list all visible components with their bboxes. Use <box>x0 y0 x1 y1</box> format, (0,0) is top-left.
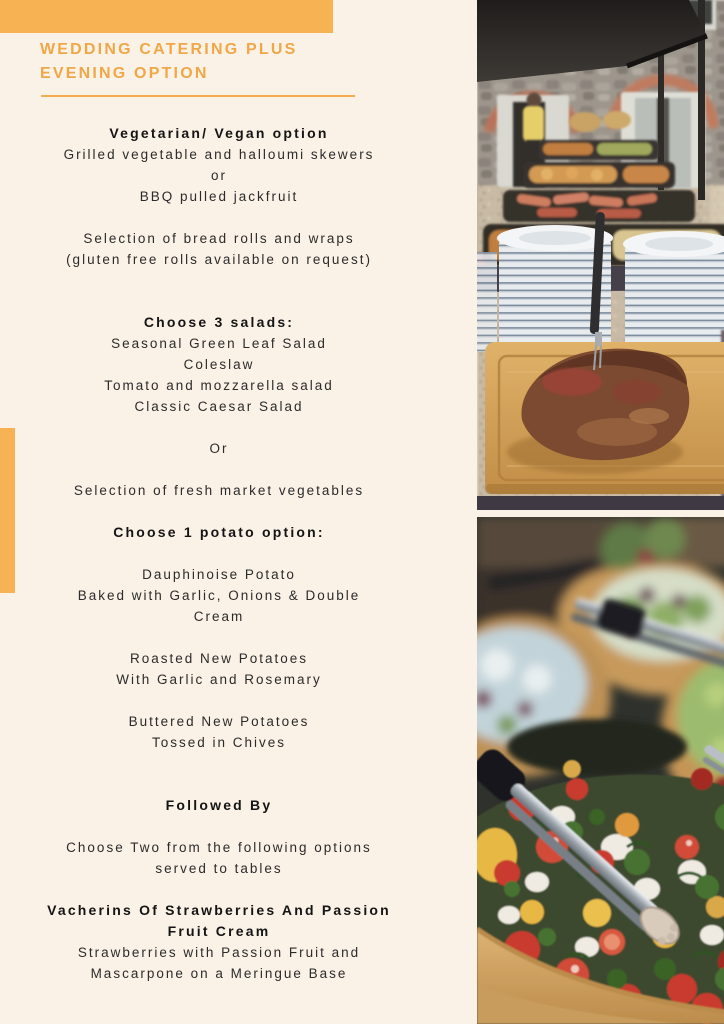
menu-section-bread <box>0 228 438 270</box>
menu-line: served to tables <box>155 861 283 876</box>
menu-line: Roasted New Potatoes <box>129 651 309 666</box>
menu-line: Or <box>209 441 229 456</box>
title-underline <box>41 95 355 97</box>
menu-line: Seasonal Green Leaf Salad <box>111 336 327 351</box>
menu-line: or <box>210 168 227 183</box>
buffet-photo-art <box>477 0 724 510</box>
menu-line: With Garlic and Rosemary <box>116 672 322 687</box>
page-title-line1: WEDDING CATERING PLUS <box>40 41 298 58</box>
menu-section-vegetarian <box>0 123 438 207</box>
top-accent-bar <box>0 0 333 33</box>
page-title-line2: EVENING OPTION <box>40 65 209 82</box>
menu-heading: Vacherins Of Strawberries And Passion <box>47 902 391 918</box>
menu-line: Dauphinoise Potato <box>142 567 296 582</box>
menu-section-vacherins <box>0 900 438 984</box>
menu-line: Baked with Garlic, Onions & Double <box>77 588 361 603</box>
menu-heading: Choose 1 potato option: <box>113 524 325 540</box>
salad-photo-art <box>477 517 724 1024</box>
menu-line: Coleslaw <box>183 357 255 372</box>
menu-line: Mascarpone on a Meringue Base <box>90 966 348 981</box>
menu-line: Cream <box>193 609 245 624</box>
menu-line: Selection of fresh market vegetables <box>73 483 365 498</box>
menu-line: (gluten free rolls available on request) <box>66 252 372 267</box>
menu-heading: Choose 3 salads: <box>143 314 295 330</box>
menu-line: Choose Two from the following options <box>66 840 372 855</box>
menu-section-roasted <box>0 648 438 690</box>
menu-section-buttered <box>0 711 438 753</box>
menu-section-or <box>0 438 438 459</box>
buffet-photo <box>477 0 724 510</box>
menu-line: Tossed in Chives <box>151 735 287 750</box>
menu-line: BBQ pulled jackfruit <box>139 189 299 204</box>
menu-section-dauphinoise <box>0 564 438 627</box>
menu-heading: Vegetarian/ Vegan option <box>109 125 329 141</box>
menu-line: Strawberries with Passion Fruit and <box>77 945 361 960</box>
menu-section-market-veg <box>0 480 438 501</box>
menu-section-choose-two <box>0 837 438 879</box>
menu-heading: Followed By <box>165 797 273 813</box>
menu-line: Selection of bread rolls and wraps <box>83 231 355 246</box>
menu-line: Grilled vegetable and halloumi skewers <box>63 147 375 162</box>
menu-line: Classic Caesar Salad <box>134 399 304 414</box>
menu-line: Tomato and mozzarella salad <box>104 378 334 393</box>
menu-line: Buttered New Potatoes <box>128 714 310 729</box>
menu-section-followed-by <box>0 795 438 816</box>
menu-section-potato-heading <box>0 522 438 543</box>
menu-section-salads <box>0 312 438 417</box>
menu <box>0 123 438 1005</box>
menu-heading: Fruit Cream <box>167 923 271 939</box>
page-title <box>40 38 420 86</box>
salad-photo <box>477 517 724 1024</box>
